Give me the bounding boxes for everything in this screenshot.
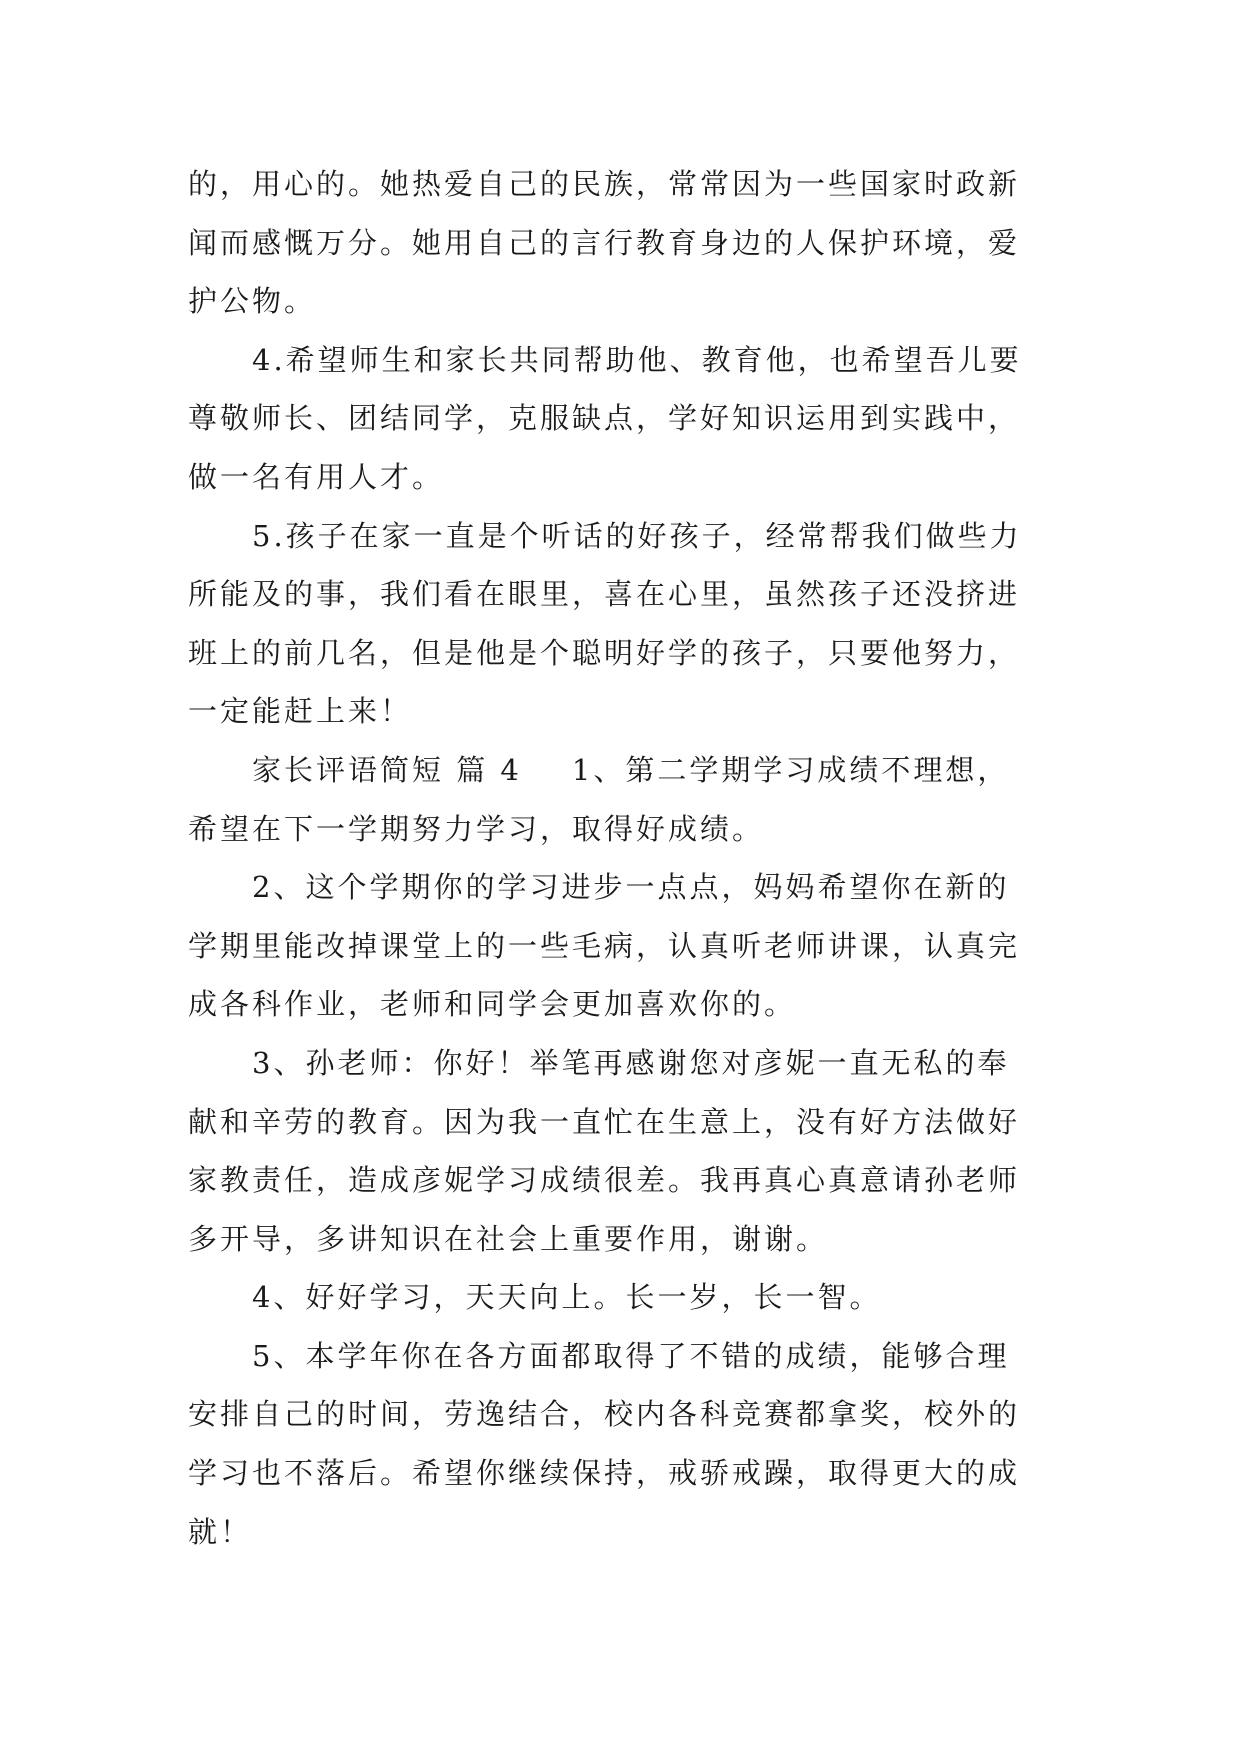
text-line: 5、本学年你在各方面都取得了不错的成绩，能够合理 [252,1338,1010,1373]
text-line: 多开导，多讲知识在社会上重要作用，谢谢。 [188,1221,829,1256]
text-line: 献和辛劳的教育。因为我一直忙在生意上，没有好方法做好 [188,1104,1021,1139]
text-line: 所能及的事，我们看在眼里，喜在心里，虽然孩子还没挤进 [188,577,1021,612]
text-span: 1、第二学期学习成绩不理想， [571,752,1010,787]
text-line: 尊敬师长、团结同学，克服缺点，学好知识运用到实践中， [188,401,1021,436]
text-line: 的，用心的。她热爱自己的民族，常常因为一些国家时政新 [188,167,1021,201]
text-line: 班上的前几名，但是他是个聪明好学的孩子，只要他努力， [188,635,1021,670]
text-line: 5.孩子在家一直是个听话的好孩子，经常帮我们做些力 [252,518,1022,553]
text-line: 4.希望师生和家长共同帮助他、教育他，也希望吾儿要 [252,342,1022,377]
text-line: 闻而感慨万分。她用自己的言行教育身边的人保护环境，爱 [188,225,1021,260]
text-line: 一定能赶上来！ [188,694,413,729]
section-heading: 家长评语简短 篇 4 [252,752,522,787]
text-line: 4、好好学习，天天向上。长一岁，长一智。 [252,1280,882,1315]
text-line: 安排自己的时间，劳逸结合，校内各科竞赛都拿奖，校外的 [188,1397,1021,1432]
text-line: 学期里能改掉课堂上的一些毛病，认真听老师讲课，认真完 [188,928,1021,963]
text-line: 3、孙老师：你好！举笔再感谢您对彦妮一直无私的奉 [252,1045,1010,1080]
text-line: 家教责任，造成彦妮学习成绩很差。我再真心真意请孙老师 [188,1163,1021,1198]
document-body [188,155,1060,1561]
text-line: 学习也不落后。希望你继续保持，戒骄戒躁，取得更大的成 [188,1456,1021,1491]
text-line: 希望在下一学期努力学习，取得好成绩。 [188,811,765,846]
text-line: 护公物。 [188,284,317,319]
text-line: 做一名有用人才。 [188,459,445,494]
text-line: 成各科作业，老师和同学会更加喜欢你的。 [188,987,797,1022]
text-line: 就！ [188,1514,253,1549]
text-line: 2、这个学期你的学习进步一点点，妈妈希望你在新的 [252,870,1010,905]
section-heading-line [188,741,1060,800]
